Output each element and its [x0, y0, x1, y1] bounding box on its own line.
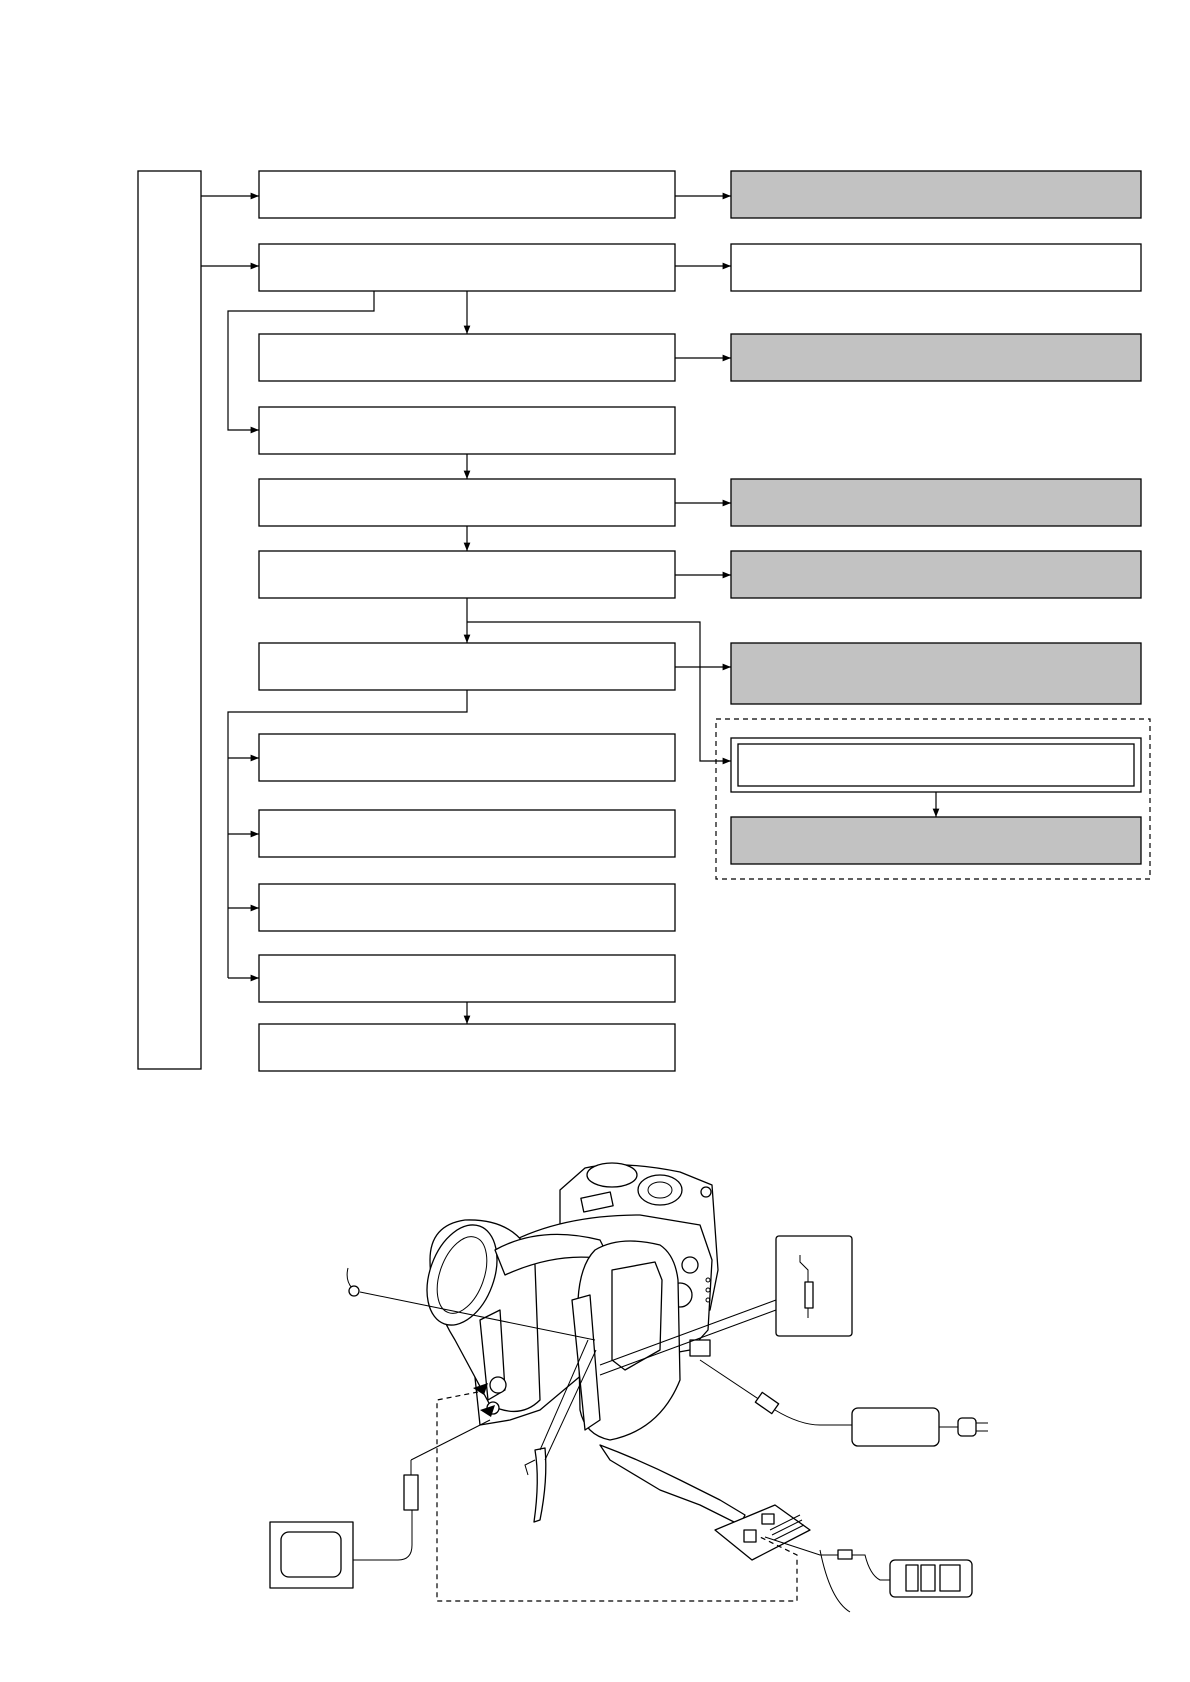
result-box-4 — [731, 479, 1141, 526]
connection-illustration — [270, 1163, 988, 1612]
step-box-11 — [259, 955, 675, 1002]
detail-callout-frame — [776, 1236, 852, 1336]
result-box-3 — [731, 334, 1141, 381]
detail-connector — [805, 1282, 813, 1308]
strap-lug — [701, 1187, 711, 1197]
remote-button-2 — [921, 1565, 935, 1591]
monitor-tv — [270, 1420, 490, 1588]
result-box-5 — [731, 551, 1141, 598]
result-box-2 — [731, 244, 1141, 291]
dc-in-jack — [690, 1340, 710, 1356]
tv-screen — [281, 1532, 341, 1577]
remote-button-3 — [940, 1565, 960, 1591]
step-box-2 — [259, 244, 675, 291]
ac-adaptor-body — [852, 1408, 939, 1446]
remote-button-1 — [906, 1565, 918, 1591]
remote-control — [765, 1537, 972, 1612]
command-dial — [638, 1175, 682, 1205]
ac-plug — [958, 1418, 976, 1436]
board-connector-2 — [762, 1514, 774, 1524]
flat-cable — [600, 1445, 745, 1525]
result-boxes — [716, 171, 1150, 879]
step-box-8 — [259, 734, 675, 781]
lcd-screen — [612, 1262, 662, 1370]
left-column-box — [138, 171, 201, 1069]
mode-dial — [587, 1163, 637, 1187]
screw-head — [349, 1286, 359, 1296]
result-box-6 — [731, 643, 1141, 704]
step-box-10 — [259, 884, 675, 931]
step-box-3 — [259, 334, 675, 381]
av-plug — [404, 1475, 418, 1510]
step-box-6 — [259, 551, 675, 598]
step-box-12 — [259, 1024, 675, 1071]
step-box-7 — [259, 643, 675, 690]
board-connector-1 — [744, 1530, 756, 1542]
extension-board — [600, 1445, 810, 1560]
flowchart — [138, 171, 1150, 1071]
step-box-4 — [259, 407, 675, 454]
ac-adaptor — [700, 1360, 988, 1446]
remote-plug — [838, 1550, 852, 1559]
av-jack — [490, 1377, 506, 1393]
result-box-1 — [731, 171, 1141, 218]
result-box-7-inner — [738, 744, 1134, 786]
step-box-5 — [259, 479, 675, 526]
step-box-1 — [259, 171, 675, 218]
step-box-9 — [259, 810, 675, 857]
result-box-8 — [731, 817, 1141, 864]
